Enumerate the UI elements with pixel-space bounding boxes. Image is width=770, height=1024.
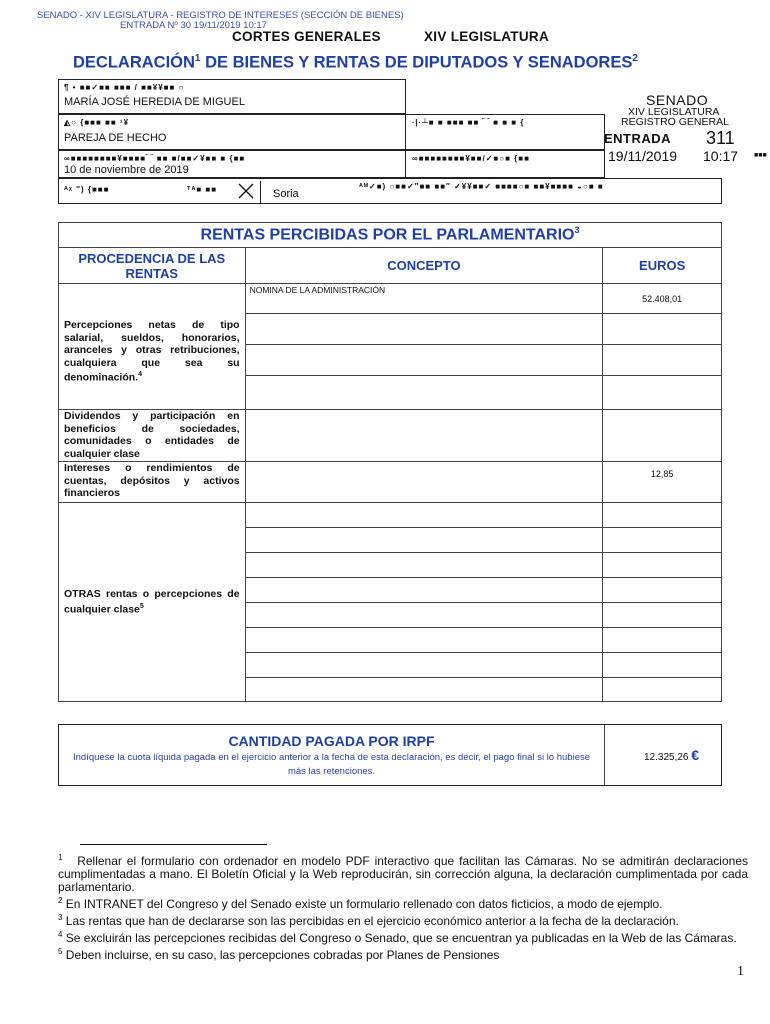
checkbox-cross-icon [237,182,255,200]
date-value: 10 de noviembre de 2019 [64,164,189,176]
cat-intereses: Intereses o rendimientos de cuentas, depósitos y activos financieros [64,462,240,499]
dividendos-euros [603,410,722,462]
cat-salarial-cell [59,284,246,410]
date-right-label: ∞■■■■■■■■¥■■/✓■○■ {■■ [412,154,530,163]
euro-icon: € [691,747,700,763]
otras-concepto-row7 [245,653,603,678]
irpf-amount: 12.325,26 [644,752,689,763]
otras-euros-row7 [603,653,722,678]
footnote-text: Las rentas que han de declararse son las percibidas en el ejercicio económico anterior a la fecha de la declaración. [65,914,679,928]
state-right-box [405,114,605,150]
chamber-divider [260,181,261,203]
footnote-4 [58,928,748,945]
footnote-rule [80,844,267,845]
name-label: ¶ • ■■✓■■ ■■■ / ■■¥¥■■ ○ [64,83,185,92]
civil-state-box [58,114,406,150]
salarial-concepto-row4 [245,376,603,410]
otras-concepto-row5 [245,603,603,628]
cat-otras-cell [59,503,246,702]
stamp-date: 19/11/2019 [608,148,678,164]
state-right-label: ∙|·┴■ ■ ■■■ ■■ ⁀ ■ ■ ■ { [412,118,525,127]
salarial-euros: 52.408,01 [603,284,722,314]
irpf-title: CANTIDAD PAGADA POR IRPF [228,733,435,749]
name-box [58,79,406,114]
chamber-label: ᴬᵡ ″) {■■■ [64,185,110,194]
registry-line: SENADO - XIV LEGISLATURA - REGISTRO DE INTERESES (SECCIÓN DE BIENES) [37,10,404,21]
civil-state-value: PAREJA DE HECHO [64,132,167,144]
otras-euros-row4 [603,578,722,603]
intereses-concepto [245,462,603,503]
stamp-cut-text: ■■■ [754,152,767,159]
title-part-b: DE BIENES Y RENTAS DE DIPUTADOS Y SENADORES [200,53,633,72]
cortes-generales: CORTES GENERALES [232,29,381,44]
irpf-amount-wrap [644,747,699,763]
otras-euros-row1 [603,503,722,528]
otras-euros-row3 [603,553,722,578]
footnote-num: 5 [58,947,63,956]
footnote-1 [58,851,748,894]
chamber-label-right: ᴬᴹ✓■) ○■■✓″■■ ■■″ ✓¥¥■■✓ ■■■■○■ ■■¥■■■■ ◒○■ ■ [359,182,604,191]
date-label: ∞■■■■■■■■¥■■■■⁀ ■■ ■/■■✓¥■■ ■ {■■ [64,154,246,163]
col-procedencia: PROCEDENCIA DE LAS RENTAS [59,248,246,284]
chamber-label-mid: ᵀᴬ■ ■■ [187,185,218,194]
salarial-euros-row4 [603,376,722,410]
stamp-institution: SENADO [646,92,709,108]
irpf-divider [604,725,605,785]
title-sup-a: 1 [194,53,201,64]
header-legislatura: XIV LEGISLATURA [424,29,550,44]
footnote-3 [58,911,748,928]
cat-salarial [59,309,245,384]
footnotes [58,851,748,962]
footnote-5 [58,945,748,962]
rentas-title-sup: 3 [574,225,580,236]
otras-concepto-row2 [245,528,603,553]
date-box [58,150,406,178]
stamp-time: 10:17 [703,148,739,164]
irpf-box [58,724,722,786]
page-number: 1 [737,964,744,979]
col-euros: EUROS [603,248,722,284]
otras-euros-row6 [603,628,722,653]
intereses-euros: 12,85 [603,462,722,503]
chamber-box [58,178,722,204]
cat-intereses-cell [59,462,246,503]
footnote-num: 3 [58,913,63,922]
civil-state-label: ◭○ {■■■ ■■ ¹¥ [64,118,130,127]
footnote-text: Deben incluirse, en su caso, las percepciones cobradas por Planes de Pensiones [65,948,500,962]
footnote-text: Rellenar el formulario con ordenador en modelo PDF interactivo que facilitan las Cámaras. No se admitirán declaraciones cumplimentadas a mano. El Boletín Oficial y la Web reproducirán, sin corrección alguna, la declaración cumplimentada por cada parlamentario. [58,854,748,894]
name-value: MARÍA JOSÉ HEREDIA DE MIGUEL [64,96,245,108]
stamp-legislature: XIV LEGISLATURA [628,106,720,118]
otras-concepto-row4 [245,578,603,603]
footnote-text: En INTRANET del Congreso y del Senado existe un formulario rellenado con datos ficticios, a modo de ejemplo. [65,897,663,911]
footnote-num: 4 [58,930,63,939]
cat-otras [59,588,245,616]
otras-concepto-row3 [245,553,603,578]
rentas-table [58,222,722,702]
date-right-box [405,150,605,178]
cat-salarial-text: Percepciones netas de tipo salarial, sueldos, honorarios, aranceles y otras retribuciones, cualquiera que sea su denominación. [64,319,240,384]
salarial-concepto-row2 [245,314,603,345]
dividendos-concepto [245,410,603,462]
cat-otras-text: OTRAS rentas o percepciones de cualquier clase [64,588,240,616]
otras-euros-row2 [603,528,722,553]
cat-dividendos: Dividendos y participación en beneficios de sociedades, comunidades o entidades de cualquier clase [64,410,240,460]
footnote-num: 1 [58,853,63,862]
page-title [73,53,638,73]
rentas-title-text: RENTAS PERCIBIDAS POR EL PARLAMENTARIO [200,226,575,244]
salarial-concepto: NOMINA DE LA ADMINISTRACIÓN [245,284,603,314]
otras-concepto-row1 [245,503,603,528]
stamp-entry-label: ENTRADA [604,131,672,146]
constituency-value: Soria [273,188,299,200]
footnote-text: Se excluirán las percepciones recibidas del Congreso o Senado, que se encuentran ya publicadas en la Web de las Cámaras. [65,931,737,945]
title-part-a: DECLARACIÓN [73,53,195,72]
entry-line: ENTRADA Nº 30 19/11/2019 10:17 [120,20,267,31]
salarial-euros-row3 [603,345,722,376]
stamp-registry: REGISTRO GENERAL [621,116,729,128]
rentas-title [59,223,722,248]
title-sup-b: 2 [632,53,638,64]
footnote-num: 2 [58,896,63,905]
stamp-entry-number: 311 [706,128,735,148]
cat-salarial-sup: 4 [138,371,142,378]
salarial-euros-row2 [603,314,722,345]
cat-dividendos-cell [59,410,246,462]
irpf-note: Indíquese la cuota líquida pagada en el ejercicio anterior a la fecha de esta declaración, es decir, el pago final si lo hubiese más las retenciones. [72,752,591,777]
otras-euros-row8 [603,678,722,702]
otras-concepto-row8 [245,678,603,702]
col-concepto: CONCEPTO [245,248,603,284]
salarial-concepto-row3 [245,345,603,376]
otras-concepto-row6 [245,628,603,653]
cat-otras-sup: 5 [139,602,144,610]
otras-euros-row5 [603,603,722,628]
footnote-2 [58,894,748,911]
